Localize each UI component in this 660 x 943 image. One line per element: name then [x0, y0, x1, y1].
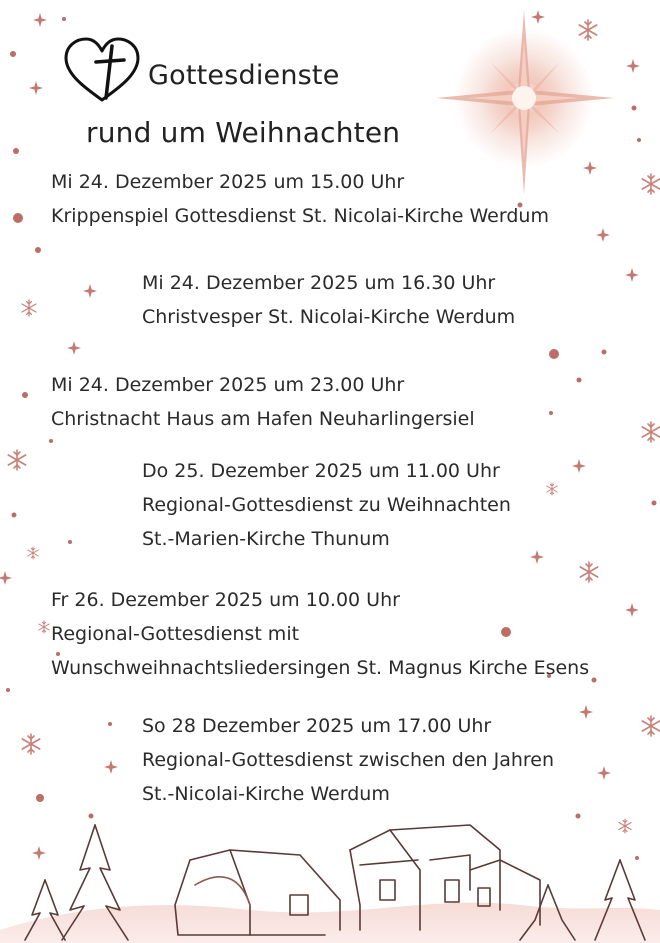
heart-cross-icon [62, 36, 142, 106]
service-description: Regional-Gottesdienst zwischen den Jahren [142, 749, 555, 771]
service-description: Christnacht Haus am Hafen Neuharlingersiel [51, 408, 475, 430]
winter-village-illustration [0, 825, 660, 943]
service-description: Regional-Gottesdienst zu Weihnachten [142, 494, 511, 516]
service-location: Wunschweihnachtsliedersingen St. Magnus Kirche Esens [51, 657, 590, 679]
service-date: Do 25. Dezember 2025 um 11.00 Uhr [142, 460, 500, 482]
service-entry [51, 583, 589, 685]
service-description: Christvesper St. Nicolai-Kirche Werdum [142, 306, 516, 328]
page-title-line-2: rund um Weihnachten [86, 116, 401, 149]
service-date: Mi 24. Dezember 2025 um 16.30 Uhr [142, 272, 496, 294]
service-location: St.-Nicolai-Kirche Werdum [142, 783, 390, 805]
service-date: Mi 24. Dezember 2025 um 15.00 Uhr [51, 171, 405, 193]
service-entry [142, 454, 511, 556]
service-entry [142, 709, 554, 811]
service-date: Fr 26. Dezember 2025 um 10.00 Uhr [51, 589, 400, 611]
service-date: So 28 Dezember 2025 um 17.00 Uhr [142, 715, 492, 737]
service-date: Mi 24. Dezember 2025 um 23.00 Uhr [51, 374, 405, 396]
service-entry [142, 266, 515, 334]
service-entry [51, 165, 549, 233]
service-description: Krippenspiel Gottesdienst St. Nicolai-Kirche Werdum [51, 205, 549, 227]
page-title-line-1: Gottesdienste [148, 60, 340, 91]
service-location: St.-Marien-Kirche Thunum [142, 528, 390, 550]
service-description: Regional-Gottesdienst mit [51, 623, 300, 645]
service-entry [51, 368, 475, 436]
